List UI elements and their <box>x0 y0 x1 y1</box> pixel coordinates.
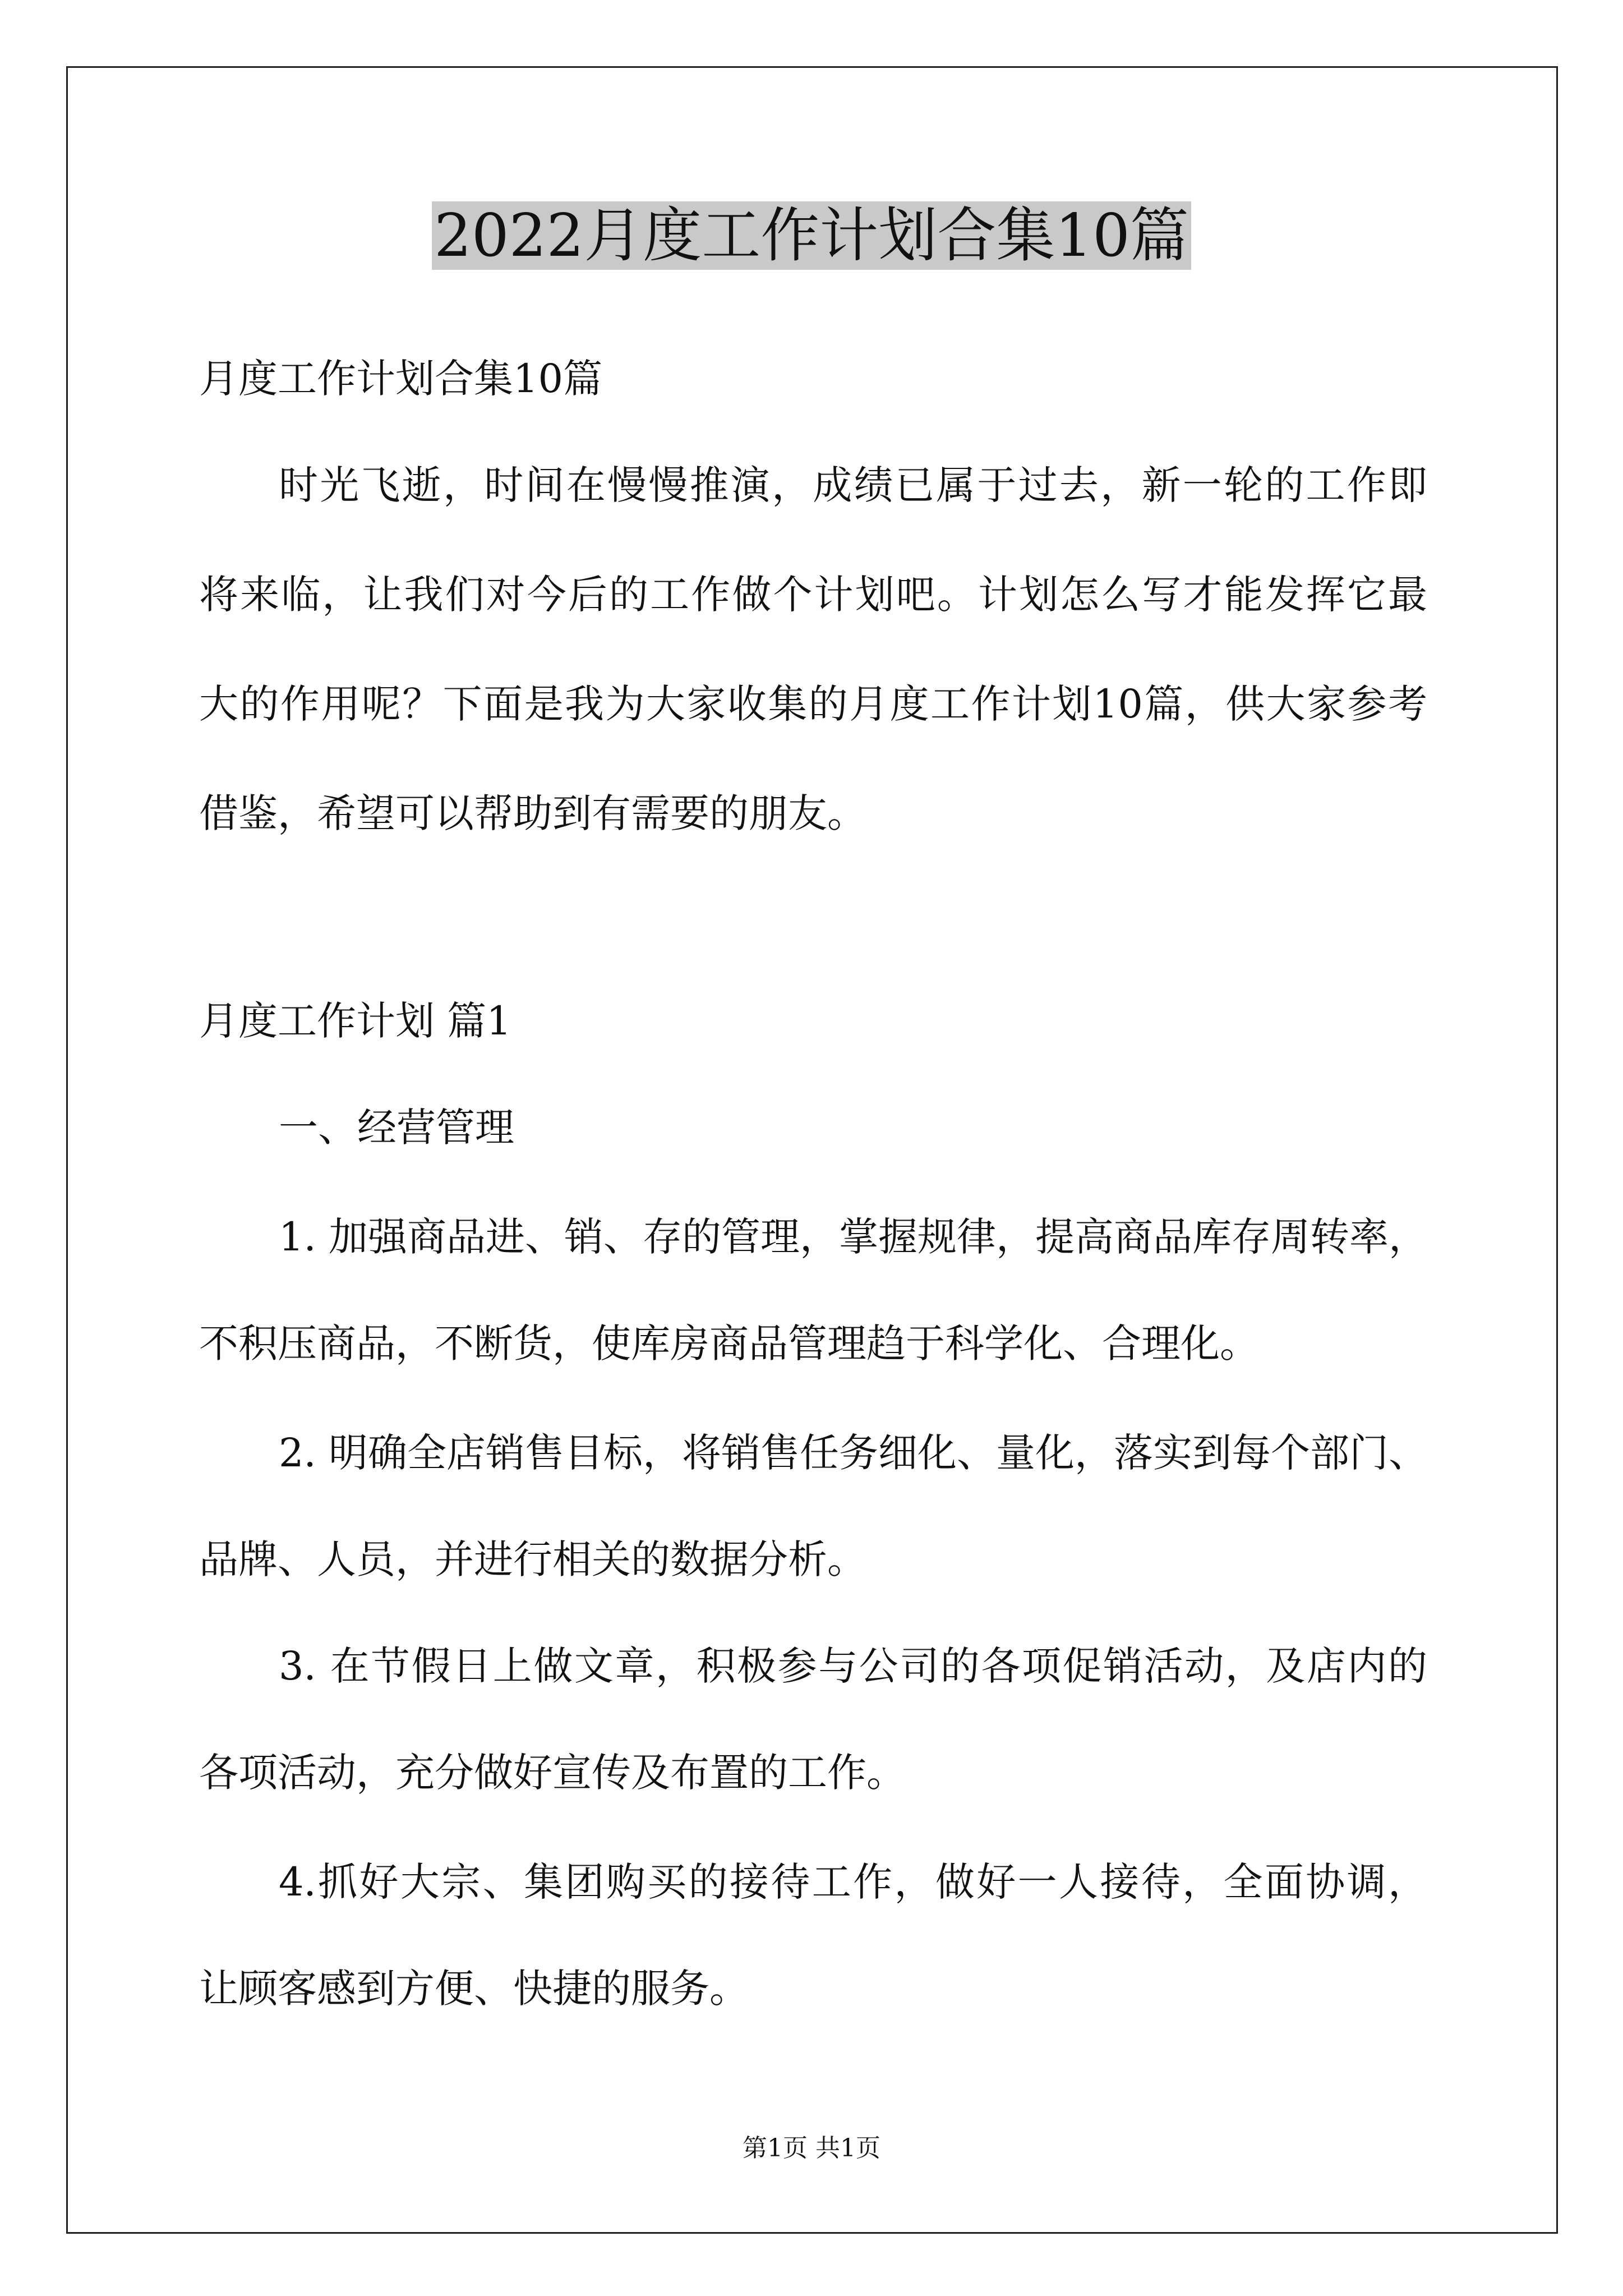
intro-line-1: 时光飞逝，时间在慢慢推演，成绩已属于过去，新一轮的工作即 <box>279 462 1427 508</box>
item-3-line-1: 3. 在节假日上做文章，积极参与公司的各项促销活动，及店内的 <box>279 1643 1427 1689</box>
intro-line-4: 借鉴，希望可以帮助到有需要的朋友。 <box>199 790 866 836</box>
intro-line-3: 大的作用呢？下面是我为大家收集的月度工作计划10篇，供大家参考 <box>199 681 1427 727</box>
item-1-line-1: 1. 加强商品进、销、存的管理，掌握规律，提高商品库存周转率， <box>279 1214 1428 1260</box>
page-footer: 第1页 共1页 <box>743 2134 880 2162</box>
document-title: 2022月度工作计划合集10篇 <box>0 199 1623 272</box>
item-1-line-2: 不积压商品，不断货，使库房商品管理趋于科学化、合理化。 <box>199 1320 1259 1366</box>
section-heading: 月度工作计划 篇1 <box>199 998 511 1044</box>
item-2-line-1: 2. 明确全店销售目标，将销售任务细化、量化，落实到每个部门、 <box>279 1430 1428 1476</box>
item-2-line-2: 品牌、人员，并进行相关的数据分析。 <box>199 1536 866 1582</box>
item-4-line-1: 4.抓好大宗、集团购买的接待工作，做好一人接待，全面协调， <box>279 1859 1427 1905</box>
subheading: 一、经营管理 <box>279 1105 514 1151</box>
document-subtitle: 月度工作计划合集10篇 <box>199 356 603 402</box>
item-4-line-2: 让顾客感到方便、快捷的服务。 <box>199 1966 749 2012</box>
item-3-line-2: 各项活动，充分做好宣传及布置的工作。 <box>199 1750 906 1796</box>
intro-line-2: 将来临，让我们对今后的工作做个计划吧。计划怎么写才能发挥它最 <box>199 572 1427 618</box>
